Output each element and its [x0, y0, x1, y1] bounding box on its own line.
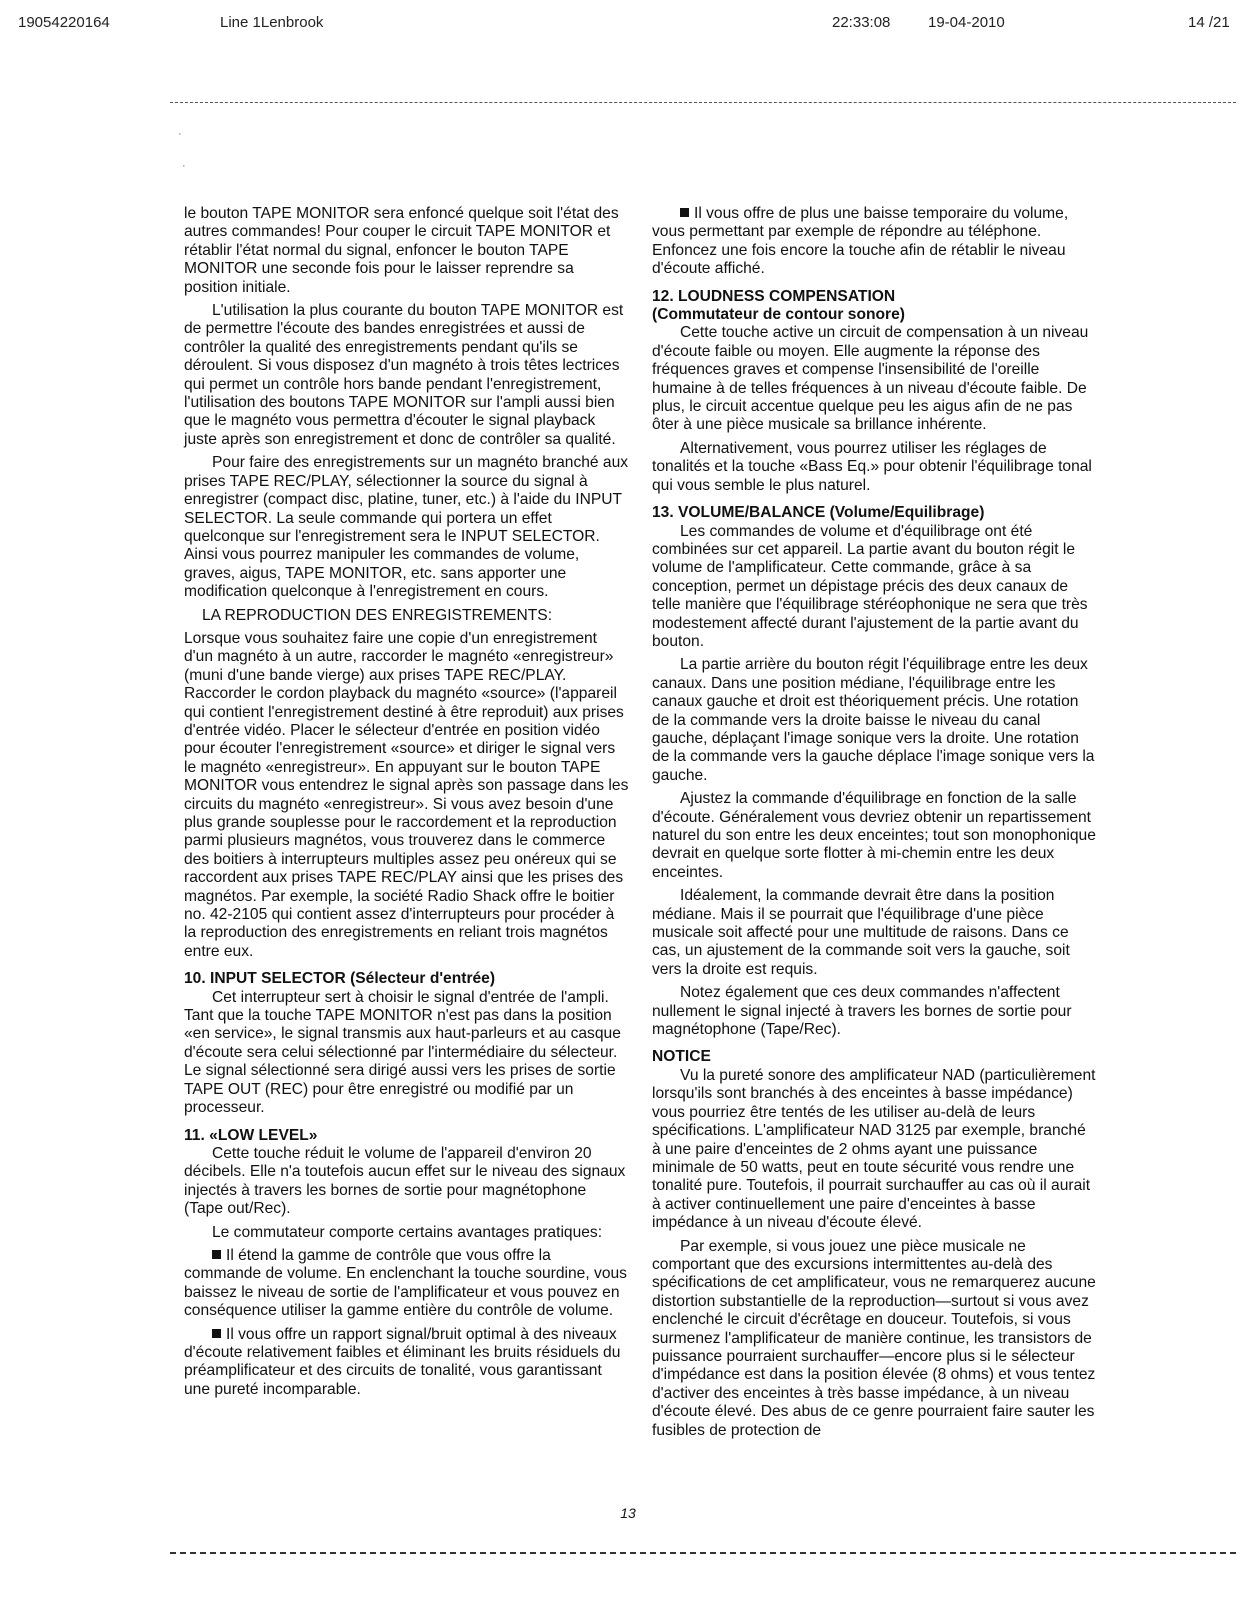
left-column [184, 205, 629, 1404]
paragraph: Les commandes de volume et d'équilibrage ont été combinées sur cet appareil. La partie avant du bouton régit le volume de l'amplificateur. Cette commande, grâce à sa conception, permet un dépistage précis des deux canaux de telle manière que l'équilibrage stéréophonique ne sera que très modestement affecté durant l'ajustement de la partie avant du bouton. [652, 522, 1088, 650]
fax-date: 19-04-2010 [928, 14, 1005, 31]
bottom-scan-rule [170, 1552, 1236, 1554]
bullet-text: Il vous offre un rapport signal/bruit optimal à des niveaux d'écoute relativement faibles et éliminant les bruits résiduels du préamplificateur et des circuits de tonalité, vous garantissant une pureté incomparable. [184, 1325, 621, 1398]
fax-time: 22:33:08 [832, 14, 891, 31]
scan-speck: · [178, 128, 182, 140]
right-column [652, 205, 1097, 1445]
section-heading-12: 12. LOUDNESS COMPENSATION [652, 287, 896, 305]
paragraph: Cette touche réduit le volume de l'appareil d'environ 20 décibels. Elle n'a toutefois aucun effet sur le niveau des signaux injectés à travers les bornes de sortie pour magnétophone (Tape out/Rec). [184, 1144, 626, 1218]
paragraph: Ajustez la commande d'équilibrage en fonction de la salle d'écoute. Généralement vous devriez obtenir un repartissement naturel du son entre les deux enceintes; tout son monophonique devrait en quelque sorte flotter à mi-chemin entre les deux enceintes. [652, 790, 1096, 881]
notice-heading: NOTICE [652, 1048, 711, 1066]
fax-line-label: Line 1Lenbrook [220, 14, 324, 31]
paragraph: le bouton TAPE MONITOR sera enfoncé quelque soit l'état des autres commandes! Pour couper le circuit TAPE MONITOR et rétablir l'état normal du signal, enfoncer le bouton TAPE MONITOR une seconde fois pour le laisser reprendre sa position initiale. [184, 205, 619, 296]
paragraph: Notez également que ces deux commandes n'affectent nullement le signal injecté à travers les bornes de sortie pour magnétophone (Tape/Rec). [652, 984, 1072, 1039]
bullet-icon [680, 208, 689, 217]
fax-sender-number: 19054220164 [18, 14, 110, 31]
bullet-icon [212, 1329, 221, 1338]
paragraph: Idéalement, la commande devrait être dans la position médiane. Mais il se pourrait que l'équilibrage d'une pièce musicale soit affecté pour une multitude de raisons. Dans ce cas, un ajustement de la commande soit vers la gauche, soit vers la droite est requis. [652, 887, 1070, 978]
bullet-icon [212, 1250, 221, 1259]
paragraph: La partie arrière du bouton régit l'équilibrage entre les deux canaux. Dans une position médiane, l'équilibrage entre les canaux gauche et droit est théoriquement précis. Une rotation de la commande vers la droite baisse le niveau du canal gauche, déplaçant l'image sonique vers la droite. Une rotation de la commande vers la gauche déplace l'image sonique vers la gauche. [652, 656, 1095, 784]
paragraph: Vu la pureté sonore des amplificateur NAD (particulièrement lorsqu'ils sont branchés à des enceintes à basse impédance) vous pourriez être tentés de les utiliser au-delà de leurs spécifications. L'amplificateur NAD 3125 par exemple, branché à une paire d'enceintes de 2 ohms ayant une puissance minimale de 50 watts, peut en toute sécurité vous rendre une tonalité pure. Toutefois, il pourrait surchauffer au cas où il aurait à activer continuellement une paire d'enceintes à basse impédance à un niveau d'écoute élevé. [652, 1066, 1096, 1232]
paragraph: Lorsque vous souhaitez faire une copie d'un enregistrement d'un magnéto à un autre, raccorder le magnéto «enregistreur» (muni d'une bande vierge) aux prises TAPE REC/PLAY. Raccorder le cordon playback du magnéto «source» (l'appareil qui contient l'enregistrement destiné à être reproduit) aux prises d'entrée vidéo. Placer le sélecteur d'entrée en position vidéo pour écouter l'enregistrement «source» et diriger le signal vers le magnéto «enregistreur». En appuyant sur le bouton TAPE MONITOR vous entendrez le signal après son passage dans les circuits du magnéto «enregistreur». Si vous avez besoin d'une plus grande souplesse pour le raccordement et la reproduction parmi plusieurs magnétos, vous trouverez dans le commerce des boitiers à interrupteurs multiples assez peu onéreux qui se raccordent aux prises TAPE REC/PLAY ainsi que les prises des magnétos. Par exemple, la société Radio Shack offre le boitier no. 42-2105 qui contient assez d'interrupteurs pour procéder à la reproduction des enregistrements en reliant trois magnétos entre eux. [184, 629, 629, 960]
section-heading-11: 11. «LOW LEVEL» [184, 1126, 318, 1144]
bullet-text: Il étend la gamme de contrôle que vous offre la commande de volume. En enclenchant la touche sourdine, vous baissez le niveau de sortie de l'amplificateur et vous pouvez en conséquence utiliser la gamme entière du contrôle de volume. [184, 1246, 627, 1320]
page-number: 13 [620, 1505, 636, 1521]
top-scan-rule [170, 102, 1236, 103]
fax-page-count: 14 /21 [1188, 14, 1230, 31]
subsection-title: LA REPRODUCTION DES ENREGISTREMENTS: [202, 606, 553, 624]
paragraph: Alternativement, vous pourrez utiliser les réglages de tonalités et la touche «Bass Eq.» pour obtenir l'équilibrage tonal qui vous semble le plus naturel. [652, 439, 1092, 494]
paragraph: Par exemple, si vous jouez une pièce musicale ne comportant que des excursions intermittentes au-delà des spécifications de cet amplificateur, vous ne remarquerez aucune distortion substantielle de la reproduction—surtout si vous avez enclenché le circuit d'écrêtage en douceur. Toutefois, si vous surmenez l'amplificateur de manière continue, les transistors de puissance pourraient surchauffer—encore plus si le sélecteur d'impédance est dans la position élevée (8 ohms) et vous tentez d'activer des enceintes à très basse impédance, à un niveau d'écoute élevé. Des abus de ce genre pourraient faire sauter les fusibles de protection de [652, 1237, 1096, 1439]
paragraph: Cet interrupteur sert à choisir le signal d'entrée de l'ampli. Tant que la touche TAPE MONITOR n'est pas dans la position «en service», le signal transmis aux haut-parleurs et au casque d'écoute sera celui sélectionné par l'intermédiaire du sélecteur. Le signal sélectionné sera dirigé aussi vers les prises de sortie TAPE OUT (REC) pour être enregistré ou modifié par un processeur. [184, 988, 621, 1117]
section-heading-10: 10. INPUT SELECTOR (Sélecteur d'entrée) [184, 970, 496, 988]
paragraph: L'utilisation la plus courante du bouton TAPE MONITOR est de permettre l'écoute des bandes enregistrées et aussi de contrôler la qualité des enregistrements pendant qu'ils se déroulent. Si vous disposez d'un magnéto à trois têtes lectrices qui permet un contrôle hors bande pendant l'enregistrement, l'utilisation des boutons TAPE MONITOR sur l'ampli aussi bien que le magnéto vous permettra d'écouter le signal playback juste après son enregistrement et donc de contrôler sa qualité. [184, 302, 624, 448]
paragraph: Cette touche active un circuit de compensation à un niveau d'écoute faible ou moyen. Elle augmente la réponse des fréquences graves et compense l'insensibilité de l'oreille humaine à de telles fréquences à un niveau d'écoute faible. De plus, le circuit accentue quelque peu les aigus afin de ne pas ôter à une pièce musicale sa brillance inhérente. [652, 324, 1089, 434]
paragraph: Pour faire des enregistrements sur un magnéto branché aux prises TAPE REC/PLAY, sélectionner la source du signal à enregistrer (compact disc, platine, tuner, etc.) à l'aide du INPUT SELECTOR. La seule commande qui portera un effet quelconque sur l'enregistrement sera le INPUT SELECTOR. Ainsi vous pourrez manipuler les commandes de volume, graves, aigus, TAPE MONITOR, etc. sans apporter une modification quelconque à l'enregistrement en cours. [184, 454, 629, 601]
section-subheading-12: (Commutateur de contour sonore) [652, 306, 905, 324]
scan-speck: · [182, 160, 186, 172]
bullet-text: Il vous offre de plus une baisse temporaire du volume, vous permettant par exemple de répondre au téléphone. Enfoncez une fois encore la touche afin de rétablir le niveau d'écoute affiché. [652, 205, 1069, 278]
section-heading-13: 13. VOLUME/BALANCE (Volume/Equilibrage) [652, 504, 985, 522]
paragraph: Le commutateur comporte certains avantages pratiques: [212, 1223, 603, 1241]
